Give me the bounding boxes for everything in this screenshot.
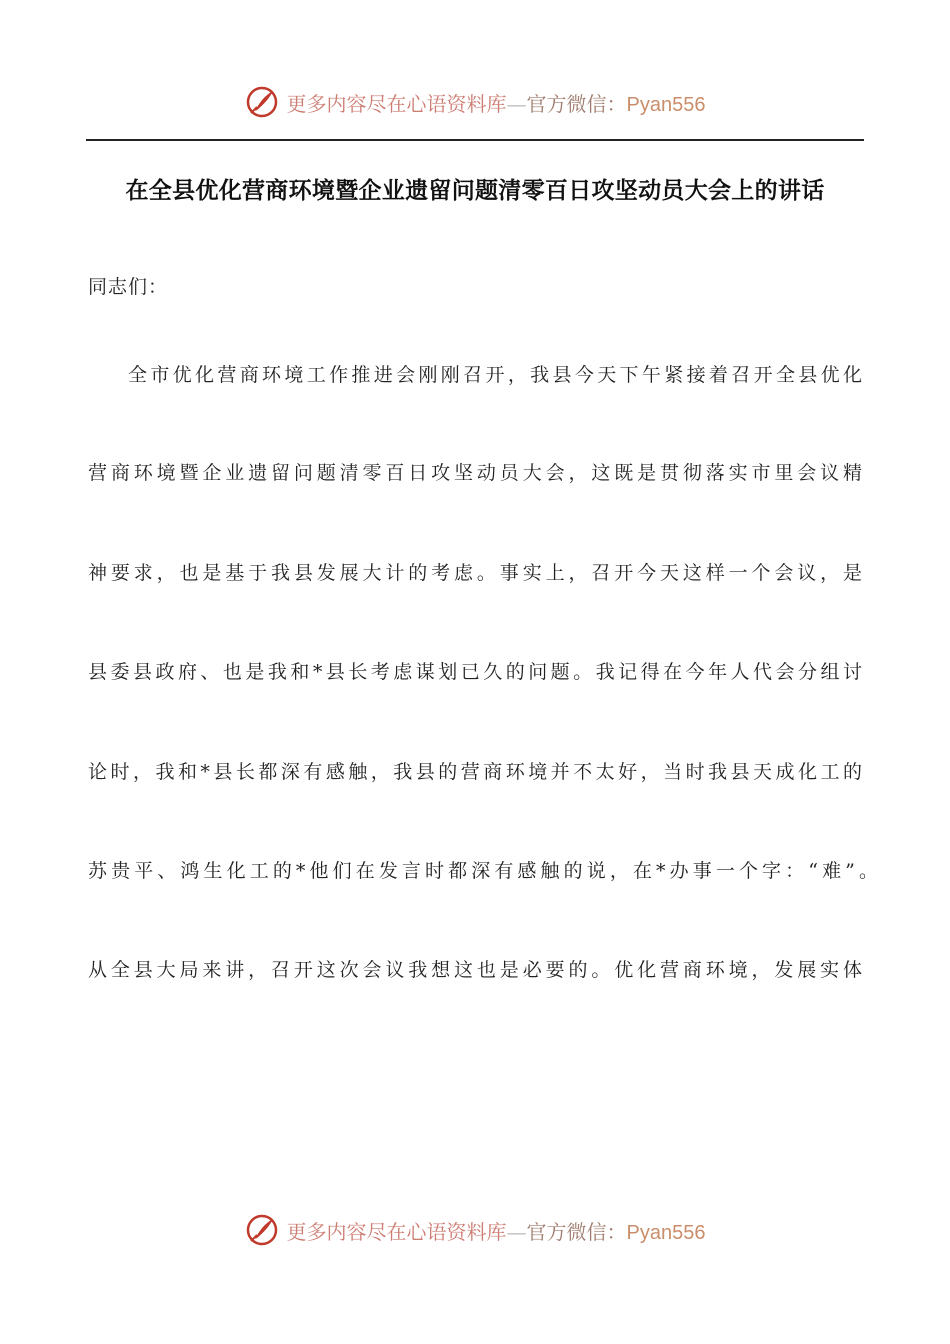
watermark-account: Pyan556	[626, 93, 706, 116]
watermark-account: Pyan556	[626, 1221, 706, 1244]
watermark-separator: —	[506, 1219, 527, 1244]
watermark-site-text: 更多内容尽在心语资料库	[286, 91, 507, 116]
quill-pen-logo-icon	[245, 1213, 279, 1247]
watermark-text	[287, 88, 706, 117]
watermark-text	[287, 1216, 706, 1245]
paragraph-line: 县委县政府、也是我和*县长考虑谋划已久的问题。我记得在今年人代会分组讨	[88, 661, 862, 683]
document-title: 在全县优化营商环境暨企业遗留问题清零百日攻坚动员大会上的讲话	[125, 178, 825, 204]
watermark-site-text: 更多内容尽在心语资料库	[286, 1219, 507, 1244]
watermark-separator: —	[506, 91, 527, 116]
header-watermark	[0, 80, 950, 124]
watermark-wechat-label: 官方微信：	[526, 91, 627, 116]
paragraph-line: 全市优化营商环境工作推进会刚刚召开，我县今天下午紧接着召开全县优化	[128, 364, 862, 386]
paragraph-line: 营商环境暨企业遗留问题清零百日攻坚动员大会，这既是贯彻落实市里会议精	[88, 462, 862, 484]
paragraph-line: 神要求，也是基于我县发展大计的考虑。事实上，召开今天这样一个会议，是	[88, 562, 862, 584]
salutation: 同志们：	[88, 276, 169, 298]
footer-watermark	[0, 1208, 950, 1252]
paragraph-line: 苏贵平、鸿生化工的*他们在发言时都深有感触的说，在*办事一个字：“难”。	[88, 860, 878, 882]
watermark-wechat-label: 官方微信：	[526, 1219, 627, 1244]
quill-pen-logo-icon	[245, 85, 279, 119]
header-divider	[86, 139, 864, 141]
paragraph-line: 论时，我和*县长都深有感触，我县的营商环境并不太好，当时我县天成化工的	[88, 761, 862, 783]
paragraph-line: 从全县大局来讲，召开这次会议我想这也是必要的。优化营商环境，发展实体	[88, 959, 862, 981]
